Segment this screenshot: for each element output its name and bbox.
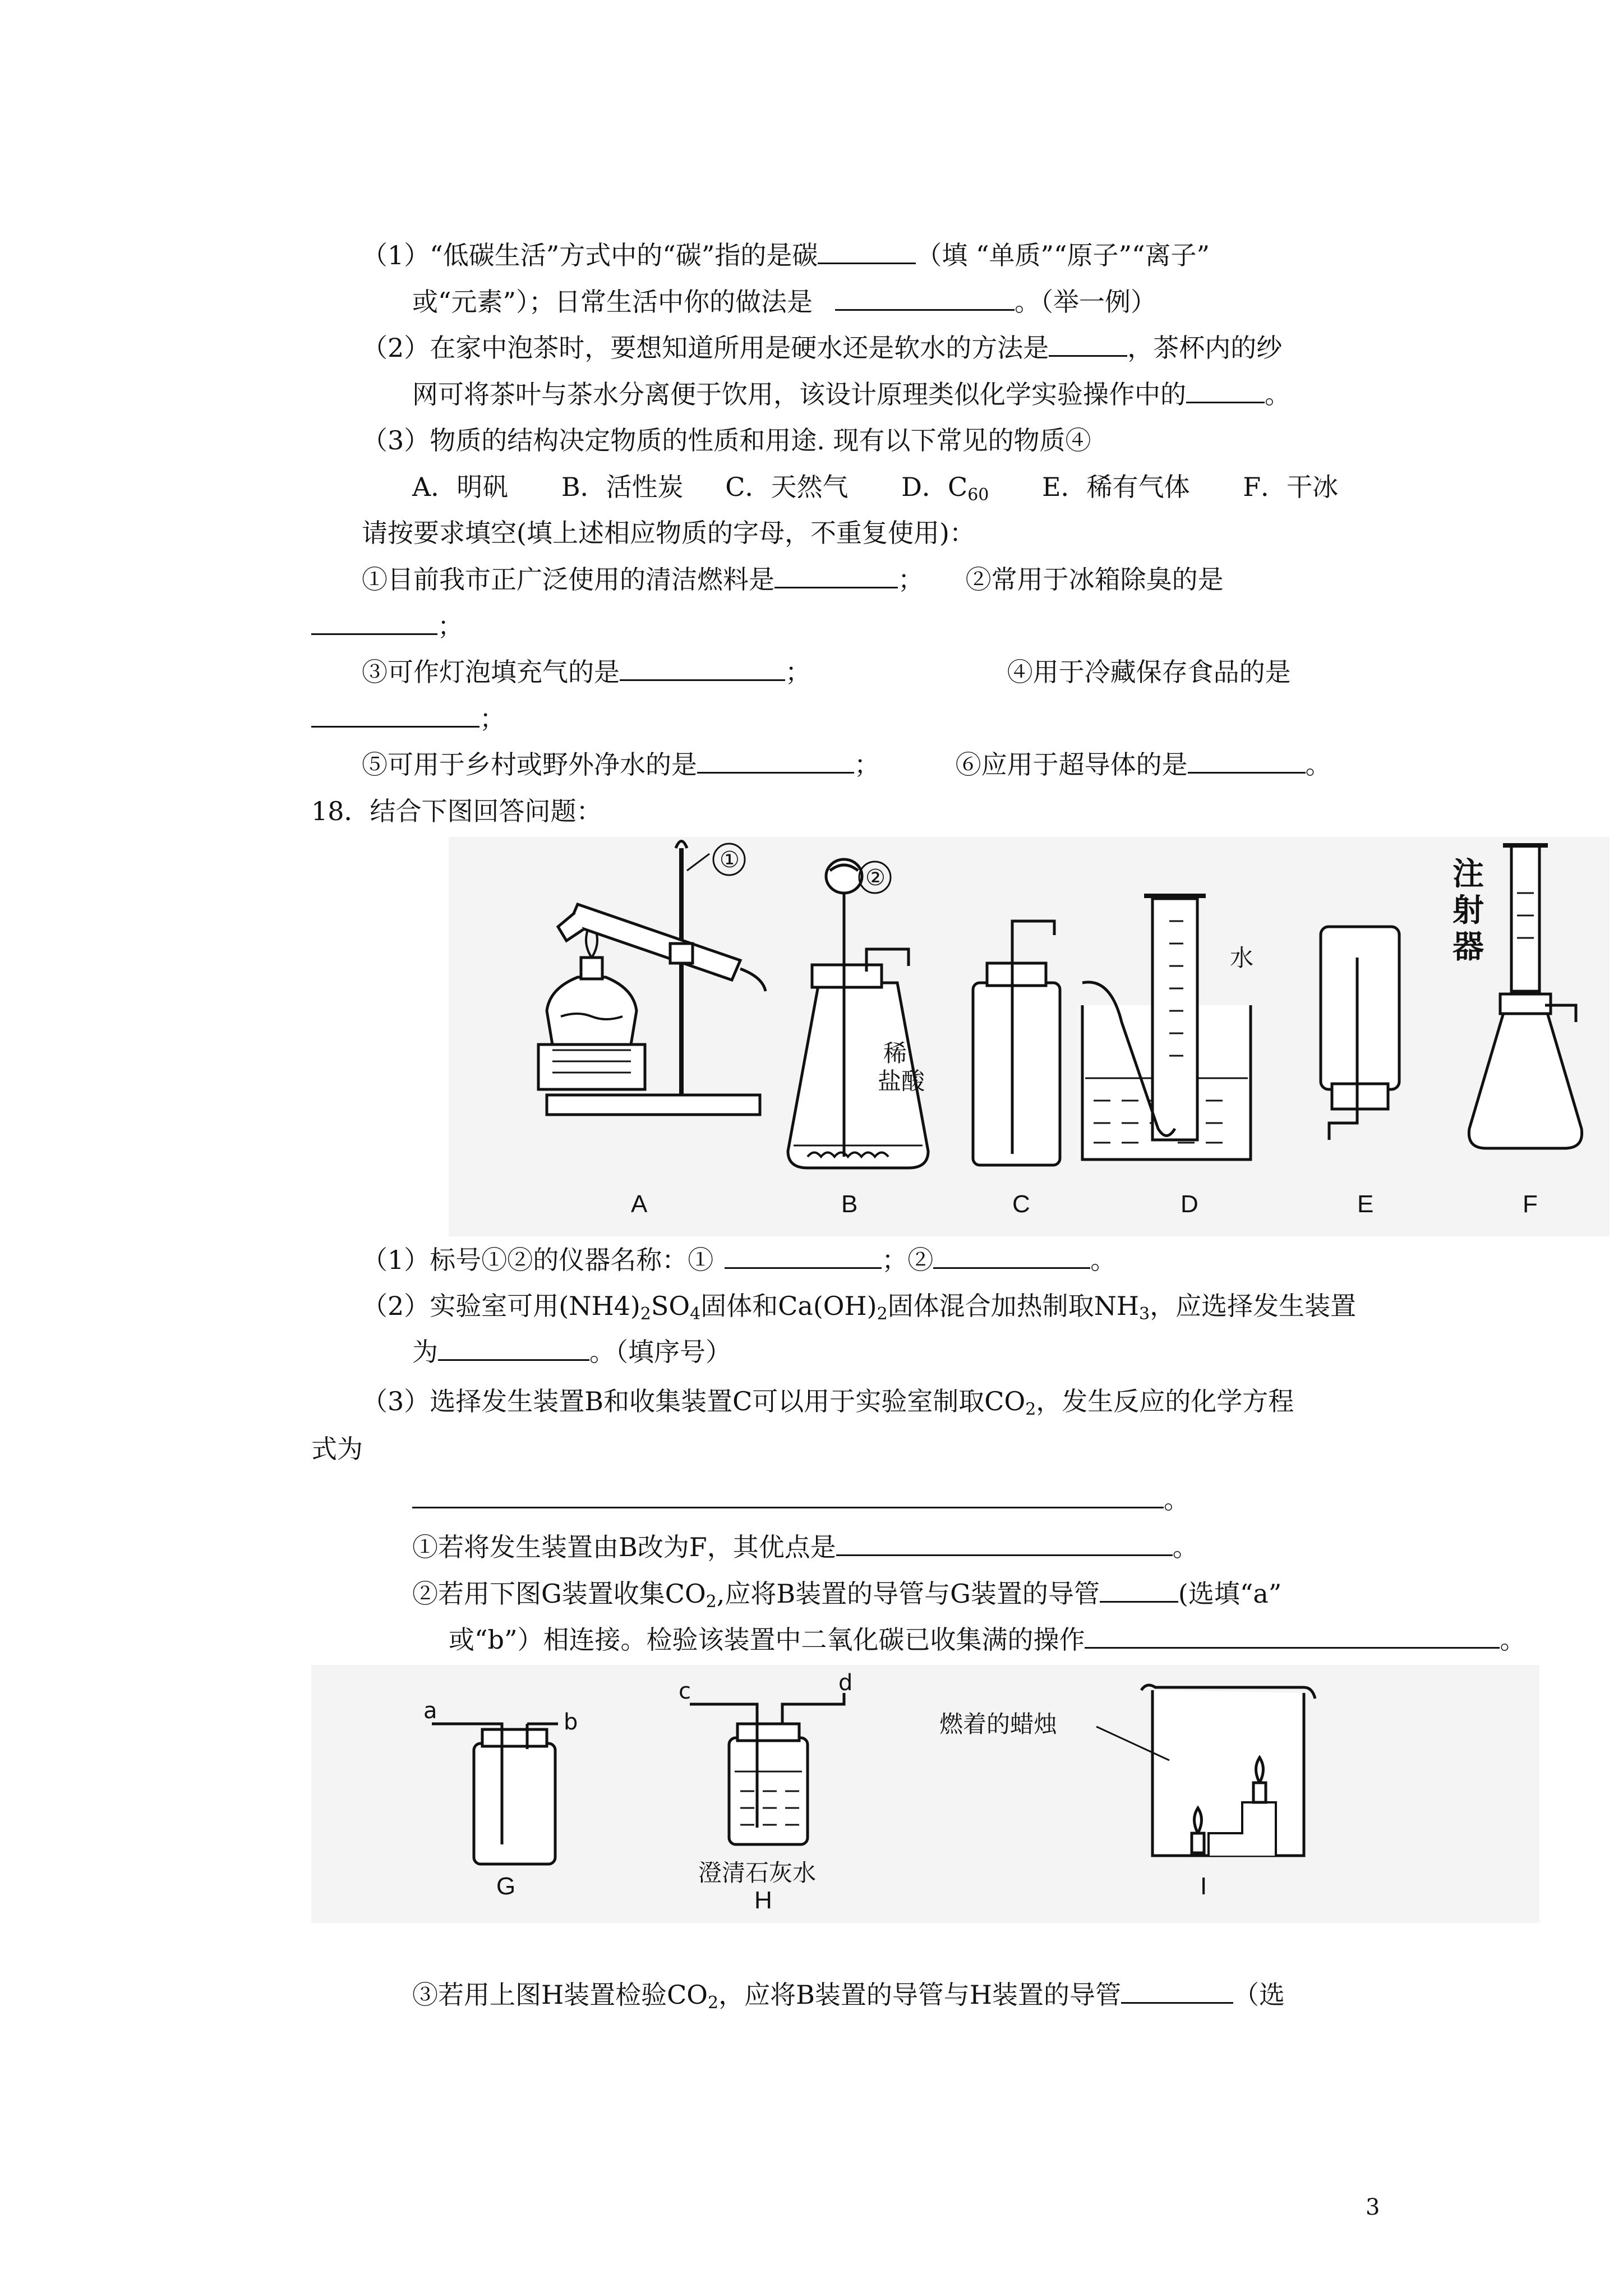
q17-p1d: 。（举一例） (1015, 287, 1157, 317)
q17-s2: ②常用于冰箱除臭的是 (965, 564, 1224, 595)
q18-c2-line2 (449, 1624, 1525, 1655)
q18-p2f: 为 (412, 1337, 438, 1367)
q17-s1-end: ； (898, 564, 924, 595)
circle-1-label: ① (720, 847, 740, 873)
q17-s1: ①目前我市正广泛使用的清洁燃料是 (362, 564, 774, 595)
q18-part3-line3 (412, 1484, 1189, 1515)
q17-blank-s4[interactable] (311, 703, 479, 728)
q18-blank-2[interactable] (933, 1245, 1090, 1269)
apparatus-e (1321, 927, 1399, 1140)
q18-p2b: SO (651, 1291, 690, 1321)
q18-c2c: (选填“a” (1178, 1579, 1282, 1609)
label-c: C (1012, 1190, 1030, 1218)
q17-blank-s5[interactable] (697, 749, 854, 774)
q17-blank-3[interactable] (1049, 333, 1127, 357)
q18-p2c: 固体和Ca(OH) (700, 1291, 877, 1321)
pipe-c-label: c (679, 1678, 691, 1704)
q18-c1-line (412, 1531, 1198, 1563)
q17-part2-line2 (412, 379, 1290, 410)
label-g: G (496, 1872, 516, 1900)
q17-s4-line (311, 703, 505, 734)
option-b: B．活性炭 (561, 472, 684, 502)
q18-c1a: ①若将发生装置由B改为F，其优点是 (412, 1532, 836, 1562)
apparatus-figure-1 (449, 837, 1610, 1236)
q18-c3a: ③若用上图H装置检验CO (412, 1980, 708, 2010)
q17-p1b: （填 “单质”“原子”“离子” (916, 240, 1210, 270)
pipe-d-label: d (838, 1670, 853, 1696)
apparatus-d (1082, 896, 1254, 1159)
q18-title: 18．结合下图回答问题： (311, 796, 602, 826)
q18-blank-c3[interactable] (1121, 1980, 1233, 2004)
q17-blank-s3[interactable] (620, 657, 785, 681)
q18-c1b: 。 (1172, 1532, 1198, 1562)
apparatus-drawing-1 (449, 837, 1610, 1236)
q18-part3-line2: 式为 (311, 1434, 363, 1464)
label-e: E (1357, 1190, 1374, 1218)
q17-s3-line (362, 656, 1291, 688)
apparatus-h (690, 1693, 844, 1844)
apparatus-c (973, 921, 1060, 1165)
q17-options (412, 471, 1338, 503)
apparatus-drawing-2 (311, 1665, 1539, 1923)
q17-part1-line1 (362, 240, 1210, 271)
acid-label-1: 稀 (883, 1039, 907, 1067)
q17-blank-s1[interactable] (774, 564, 898, 588)
q18-p2a: （2）实验室可用(NH4) (362, 1291, 640, 1321)
q18-p1c: 。 (1090, 1245, 1117, 1275)
q17-p2d: 。 (1265, 379, 1290, 409)
q18-p3a: （3）选择发生装置B和收集装置C可以用于实验室制取CO (362, 1386, 1026, 1416)
q17-s6-end: 。 (1305, 749, 1331, 780)
q18-p2d: 固体混合加热制取NH (887, 1291, 1140, 1321)
q17-s5-line (362, 749, 1331, 780)
q18-c3-line: ③若用上图H装置检验$CO_2$，应将B装置的导管与H装置的导管 （选 (412, 1980, 1285, 2013)
q18-blank-c2a[interactable] (1100, 1579, 1178, 1603)
option-d: D．$C_{60}$ (901, 472, 989, 505)
q17-p2c: 网可将茶叶与茶水分离便于饮用，该设计原理类似化学实验操作中的 (412, 379, 1186, 409)
q17-s2-end: ； (437, 611, 463, 641)
label-i: I (1200, 1872, 1207, 1900)
pipe-b-label: b (564, 1709, 578, 1735)
q18-c2d: 或“b”）相连接。检验该装置中二氧化碳已收集满的操作 (449, 1625, 1085, 1655)
q18-c3c: （选 (1233, 1980, 1285, 2010)
q18-p1a: （1）标号①②的仪器名称：① (362, 1245, 714, 1275)
q17-p1a: （1）“低碳生活”方式中的“碳”指的是碳 (362, 240, 818, 270)
q17-s6: ⑥应用于超导体的是 (955, 749, 1188, 780)
q17-s1-line (362, 564, 1224, 595)
apparatus-b (788, 859, 928, 1168)
q18-p2e: ，应选择发生装置 (1150, 1291, 1357, 1321)
syringe-label-1: 注 (1453, 856, 1484, 892)
limewater-label: 澄清石灰水 (698, 1859, 817, 1887)
apparatus-figure-2 (311, 1665, 1539, 1923)
q17-blank-s2[interactable] (311, 611, 437, 635)
label-a: A (631, 1190, 648, 1218)
apparatus-f (1469, 845, 1581, 1148)
q17-s2-line (311, 610, 463, 642)
q18-c3b: ，应将B装置的导管与H装置的导管 (718, 1980, 1122, 2010)
q18-p1b: ；② (882, 1245, 934, 1275)
q17-s5-end: ； (854, 749, 880, 780)
q18-c2a: ②若用下图G装置收集CO (412, 1579, 706, 1609)
option-c: C．天然气 (725, 472, 849, 502)
q18-part2-line1: （2）实验室可用$(NH4)_2SO_4$固体和$Ca(OH)_2$固体混合加热制取$NH_3$，应选择发生装置 (362, 1291, 1357, 1324)
q18-c2-line1: ②若用下图G装置收集$CO_2$,应将B装置的导管与G装置的导管 (选填“a” (412, 1579, 1282, 1612)
q17-s4-end: ； (479, 703, 505, 734)
q18-blank-1[interactable] (725, 1245, 882, 1269)
page-number: 3 (1366, 2194, 1380, 2220)
q18-c2b: ,应将B装置的导管与G装置的导管 (716, 1579, 1100, 1609)
q18-blank-c1[interactable] (836, 1532, 1173, 1556)
q17-s3: ③可作灯泡填充气的是 (362, 657, 620, 687)
q17-blank-4[interactable] (1186, 379, 1265, 403)
circle-2-label: ② (865, 865, 886, 891)
q18-blank-c2b[interactable] (1085, 1625, 1500, 1649)
syringe-label-3: 器 (1453, 929, 1484, 965)
q17-s4: ④用于冷藏保存食品的是 (1007, 657, 1291, 687)
q18-p3b: ，发生反应的化学方程 (1036, 1386, 1294, 1416)
option-f: F．干冰 (1243, 472, 1339, 502)
water-label: 水 (1230, 944, 1254, 972)
q18-blank-3[interactable] (438, 1337, 589, 1361)
q18-c2e: 。 (1500, 1625, 1526, 1655)
q17-p2a: （2）在家中泡茶时，要想知道所用是硬水还是软水的方法是 (362, 333, 1049, 363)
label-b: B (841, 1190, 858, 1218)
q18-part3-line1: （3）选择发生装置B和收集装置C可以用于实验室制取$CO_2$，发生反应的化学方程 (362, 1386, 1294, 1419)
syringe-label-2: 射 (1453, 892, 1484, 929)
q18-part2-line2 (412, 1336, 731, 1368)
q17-part3-line2: 请按要求填空(填上述相应物质的字母，不重复使用)： (362, 518, 975, 548)
q18-blank-equation[interactable] (412, 1484, 1164, 1508)
q17-blank-s6[interactable] (1188, 749, 1306, 774)
apparatus-g (432, 1724, 558, 1864)
label-d: D (1181, 1190, 1198, 1218)
q17-part3-line1: （3）物质的结构决定物质的性质和用途. 现有以下常见的物质④ (362, 425, 1091, 455)
apparatus-i (1096, 1685, 1315, 1856)
q17-s3-end: ； (785, 657, 811, 687)
q17-part1-line2 (412, 286, 1156, 318)
label-f: F (1523, 1190, 1538, 1218)
q18-p3d: 。 (1164, 1484, 1189, 1515)
option-a: A．明矾 (412, 472, 509, 502)
apparatus-a (538, 841, 766, 1115)
label-h: H (754, 1887, 772, 1914)
q17-part2-line1 (362, 332, 1282, 364)
q17-blank-2[interactable] (835, 287, 1015, 311)
option-e: E．稀有气体 (1042, 472, 1190, 502)
q18-part1-line (362, 1244, 1116, 1276)
q17-s5: ⑤可用于乡村或野外净水的是 (362, 749, 697, 780)
q17-blank-1[interactable] (818, 240, 916, 264)
q17-p1c: 或“元素”）；日常生活中你的做法是 (412, 287, 813, 317)
q17-p2b: ，茶杯内的纱 (1127, 333, 1283, 363)
candle-label: 燃着的蜡烛 (939, 1710, 1058, 1738)
acid-label-2: 盐酸 (878, 1068, 925, 1095)
q18-p2g: 。（填序号） (589, 1337, 731, 1367)
pipe-a-label: a (423, 1698, 437, 1724)
